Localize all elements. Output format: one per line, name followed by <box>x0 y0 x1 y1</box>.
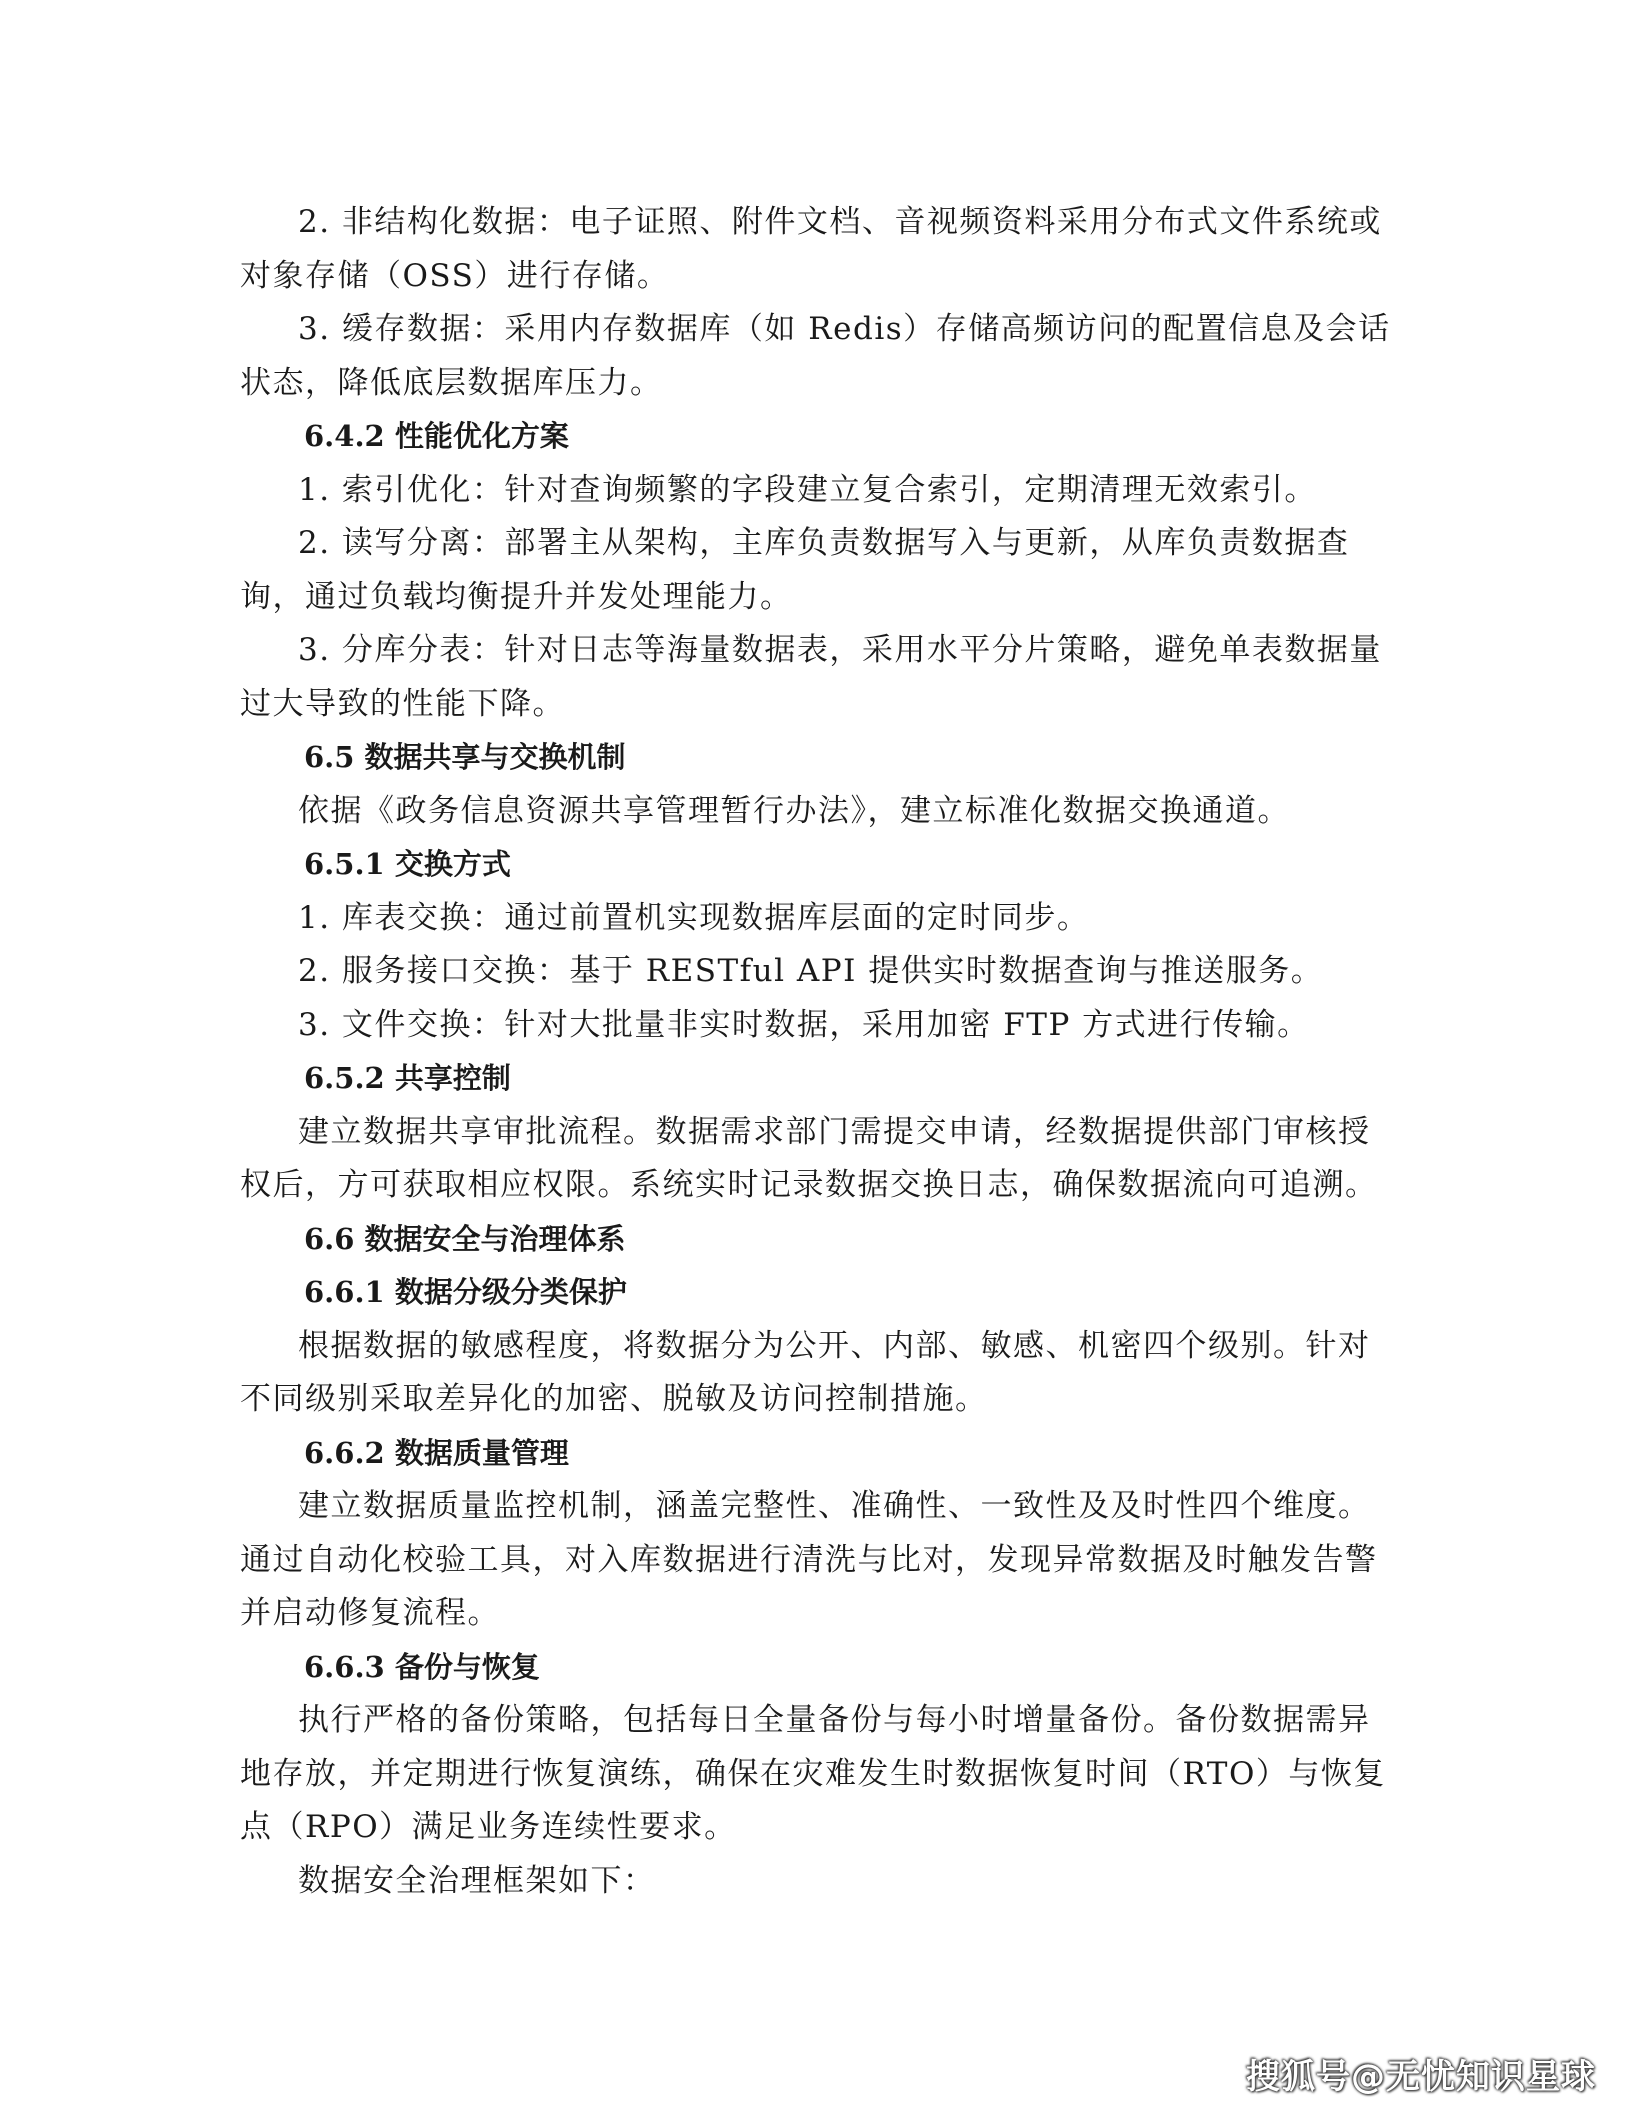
paragraph-share-control: 建立数据共享审批流程。数据需求部门需提交申请，经数据提供部门审核授权后，方可获取相应权限。系统实时记录数据交换日志，确保数据流向可追溯。 <box>240 1113 1378 1203</box>
watermark: 搜狐号@无忧知识星球 <box>1246 2057 1596 2097</box>
paragraph-index-optimization: 1. 索引优化：针对查询频繁的字段建立复合索引，定期清理无效索引。 <box>298 471 1317 508</box>
paragraph-backup-recovery: 执行严格的备份策略，包括每日全量备份与每小时增量备份。备份数据需异地存放，并定期进行恢复演练，确保在灾难发生时数据恢复时间（RTO）与恢复点（RPO）满足业务连续性要求。 <box>240 1702 1386 1845</box>
paragraph-file-exchange: 3. 文件交换：针对大批量非实时数据，采用加密 FTP 方式进行传输。 <box>298 1006 1310 1043</box>
paragraph-read-write-split: 2. 读写分离：部署主从架构，主库负责数据写入与更新，从库负责数据查询，通过负载均衡提升并发处理能力。 <box>240 525 1350 615</box>
paragraph-unstructured-data: 2. 非结构化数据：电子证照、附件文档、音视频资料采用分布式文件系统或对象存储（OSS）进行存储。 <box>240 204 1382 294</box>
heading-6-6-3: 6.6.3 备份与恢复 <box>304 1649 540 1684</box>
heading-6-6-2: 6.6.2 数据质量管理 <box>304 1435 569 1470</box>
heading-6-4-2: 6.4.2 性能优化方案 <box>304 419 569 453</box>
paragraph-classification: 根据数据的敏感程度，将数据分为公开、内部、敏感、机密四个级别。针对不同级别采取差异化的加密、脱敏及访问控制措施。 <box>240 1327 1371 1417</box>
heading-6-6: 6.6 数据安全与治理体系 <box>304 1221 626 1256</box>
paragraph-cache-data: 3. 缓存数据：采用内存数据库（如 Redis）存储高频访问的配置信息及会话状态，降低底层数据库压力。 <box>240 311 1391 401</box>
heading-6-5: 6.5 数据共享与交换机制 <box>304 740 626 774</box>
heading-6-5-2: 6.5.2 共享控制 <box>304 1061 511 1095</box>
paragraph-data-quality: 建立数据质量监控机制，涵盖完整性、准确性、一致性及及时性四个维度。通过自动化校验工具，对入库数据进行清洗与比对，发现异常数据及时触发告警并启动修复流程。 <box>240 1488 1378 1631</box>
paragraph-sharding: 3. 分库分表：针对日志等海量数据表，采用水平分片策略，避免单表数据量过大导致的性能下降。 <box>240 632 1382 722</box>
heading-6-6-1: 6.6.1 数据分级分类保护 <box>304 1275 627 1309</box>
heading-6-5-1: 6.5.1 交换方式 <box>304 847 511 881</box>
paragraph-api-exchange: 2. 服务接口交换：基于 RESTful API 提供实时数据查询与推送服务。 <box>298 953 1324 989</box>
paragraph-table-exchange: 1. 库表交换：通过前置机实现数据库层面的定时同步。 <box>298 899 1090 936</box>
document-body <box>240 196 1400 1908</box>
paragraph-framework-intro: 数据安全治理框架如下： <box>298 1862 656 1899</box>
paragraph-sharing-basis: 依据《政务信息资源共享管理暂行办法》，建立标准化数据交换通道。 <box>298 792 1290 829</box>
